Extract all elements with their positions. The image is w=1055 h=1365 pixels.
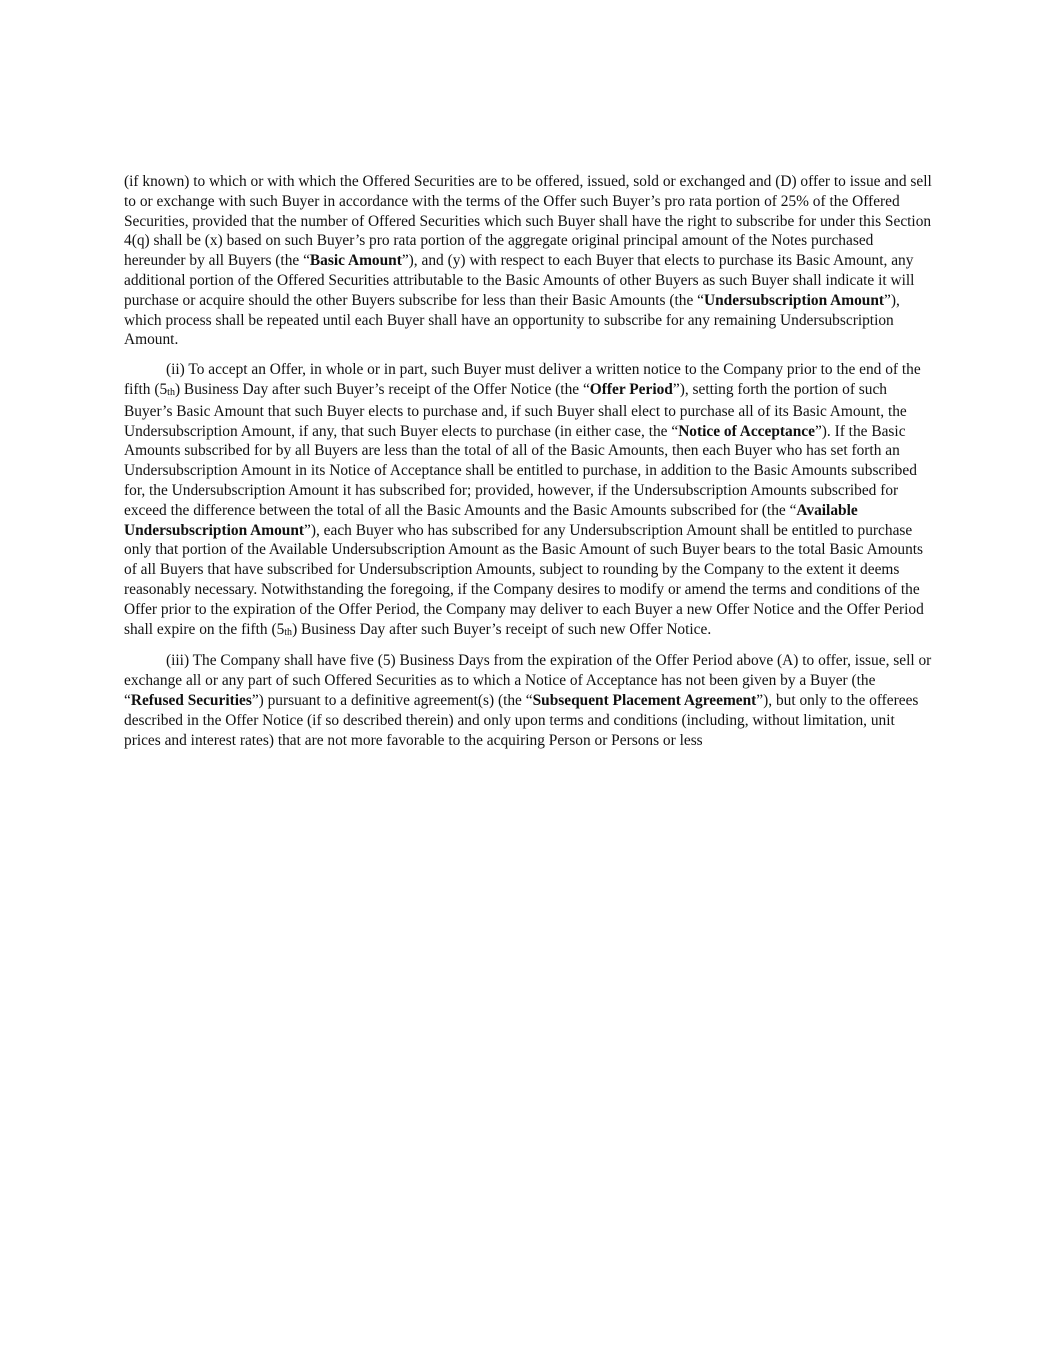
paragraph-basic-amount [124,172,934,350]
ordinal-suffix: th [284,626,293,638]
defined-term: Notice of Acceptance [678,422,815,440]
defined-term: Available Undersubscription Amount [124,501,858,539]
text-run: ”), setting forth the portion of such Buyer’s Basic Amount that such Buyer elects to purchase and, if such Buyer shall elect to purchase all of its Basic Amount, the Undersubscription Amount, if any, that such Buyer elects to purchase (in either case, the “ [124,380,907,440]
text-run: (ii) To accept an Offer, in whole or in part, such Buyer must deliver a written notice to the Company prior to the end of the fifth (5 [124,361,921,398]
text-run: ”), which process shall be repeated until each Buyer shall have an opportunity to subscribe for any remaining Undersubscription Amount. [124,291,900,349]
text-run: ”) pursuant to a definitive agreement(s) (the “ [251,691,533,709]
text-run: ”), and (y) with respect to each Buyer that elects to purchase its Basic Amount, any additional portion of the Offered Securities attributable to the Basic Amounts of other Buyers as such Buyer shall indicate it will purchase or acquire should the other Buyers subscribe for less than their Basic Amounts (the “ [124,252,915,309]
defined-term: Offer Period [589,380,673,398]
paragraph-iii-refused-securities [124,651,934,750]
defined-term: Refused Securities [130,691,252,709]
text-run: ”). If the Basic Amounts subscribed for by all Buyers are less than the total of all of the Basic Amounts, then each Buyer who has set forth an Undersubscription Amount in its Notice of Acceptance shall be entitled to purchase, in addition to the Basic Amounts subscribed for, the Undersubscription Amount it has subscribed for; provided, however, if the Undersubscription Amounts subscribed for exceed the difference between the total of all the Basic Amounts and the Basic Amounts subscribed for (the “ [124,422,917,519]
text-run: (if known) to which or with which the Offered Securities are to be offered, issued, sold or exchanged and (D) offer to issue and sell to or exchange with such Buyer in accordance with the terms of the Offer such Buyer’s pro rata portion of 25% of the Offered Securities, provided that the number of Offered Securities which such Buyer shall have the right to subscribe for under this Section 4(q) shall be (x) based on such Buyer’s pro rata portion of the aggregate original principal amount of the Notes purchased hereunder by all Buyers (the “ [124,173,932,270]
defined-term: Basic Amount [309,252,402,270]
text-run: ) Business Day after such Buyer’s receipt of such new Offer Notice. [292,620,712,638]
ordinal-suffix: th [167,386,175,398]
text-run: ”), each Buyer who has subscribed for any Undersubscription Amount shall be entitled to purchase only that portion of the Available Undersubscription Amount as the Basic Amount of such Buyer bears to the total Basic Amounts of all Buyers that have subscribed for Undersubscription Amounts, subject to rounding by the Company to the extent it deems reasonably necessary. Notwithstanding the foregoing, if the Company desires to modify or amend the terms and conditions of the Offer prior to the expiration of the Offer Period, the Company may deliver to each Buyer a new Offer Notice and the Offer Period shall expire on the fifth (5 [124,521,924,638]
text-run: ”), but only to the offerees described in the Offer Notice (if so described therein) and only upon terms and conditions (including, without limitation, unit prices and interest rates) that are not more favorable to the acquiring Person or Persons or less [124,691,919,749]
defined-term: Subsequent Placement Agreement [532,691,757,709]
text-run: (iii) The Company shall have five (5) Business Days from the expiration of the Offer Period above (A) to offer, issue, sell or exchange all or any part of such Offered Securities as to which a Notice of Acceptance has not been given by a Buyer (the “ [124,652,932,709]
defined-term: Undersubscription Amount [704,291,885,309]
document-page [124,172,934,760]
paragraph-ii-acceptance [124,360,934,641]
text-run: ) Business Day after such Buyer’s receipt of the Offer Notice (the “ [174,380,590,398]
